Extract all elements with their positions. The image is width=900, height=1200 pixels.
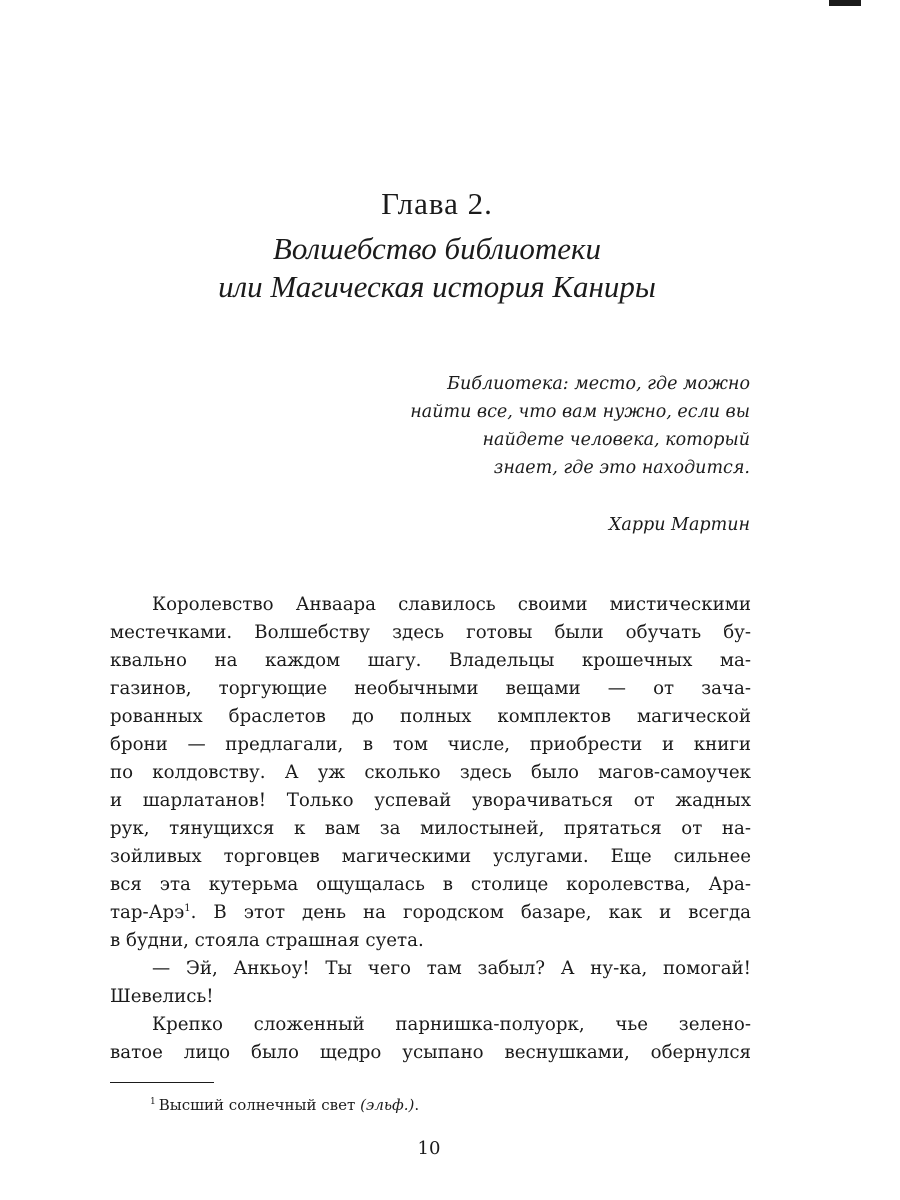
- footnote: [150, 1094, 419, 1116]
- body-line-with-footnote: [110, 899, 751, 927]
- body-line: зойливых торговцев магическими услугами. Еще сильнее: [110, 846, 751, 867]
- body-line: Королевство Анваара славилось своими мистическими: [152, 594, 751, 615]
- epigraph-line: найдете человека, который: [482, 430, 750, 450]
- body-line: квально на каждом шагу. Владельцы крошечных ма-: [110, 650, 751, 671]
- footnote-text: Высший солнечный свет: [158, 1096, 361, 1114]
- epigraph-line: Библиотека: место, где можно: [447, 374, 750, 394]
- body-line: — Эй, Анкьоу! Ты чего там забыл? А ну-ка, помогай!: [152, 958, 751, 979]
- body-line-part: . В этот день на городском базаре, как и всегда: [190, 902, 751, 923]
- body-line: рук, тянущихся к вам за милостыней, прятаться от на-: [110, 818, 751, 839]
- body-line: местечками. Волшебству здесь готовы были обучать бу-: [110, 622, 751, 643]
- body-line: и шарлатанов! Только успевай уворачиваться от жадных: [110, 790, 751, 811]
- epigraph-line: найти все, что вам нужно, если вы: [410, 402, 750, 422]
- body-text: [110, 591, 751, 1067]
- footnote-rule: [110, 1082, 214, 1083]
- body-line-part: тар-Арэ: [110, 902, 185, 923]
- chapter-subtitle-line: или Магическая история Каниры: [218, 269, 656, 304]
- footnote-reference[interactable]: 1: [184, 902, 191, 914]
- body-line: брони — предлагали, в том числе, приобрести и книги: [110, 734, 751, 755]
- body-line: рованных браслетов до полных комплектов магической: [110, 706, 751, 727]
- body-line: Шевелись!: [110, 986, 214, 1007]
- epigraph-author: Харри Мартин: [608, 515, 750, 535]
- footnote-source: (эльф.): [360, 1096, 415, 1114]
- body-line: вся эта кутерьма ощущалась в столице королевства, Ара-: [110, 874, 751, 895]
- body-line: ватое лицо было щедро усыпано веснушками, обернулся: [110, 1042, 751, 1063]
- body-line: по колдовству. А уж сколько здесь было магов-самоучек: [110, 762, 751, 783]
- chapter-subtitle: [0, 230, 874, 306]
- body-line: в будни, стояла страшная суета.: [110, 930, 424, 951]
- corner-mark: [829, 0, 861, 6]
- footnote-number: 1: [150, 1097, 156, 1107]
- chapter-title: Глава 2.: [381, 186, 493, 221]
- epigraph: [330, 370, 750, 482]
- footnote-end: .: [414, 1096, 420, 1114]
- chapter-subtitle-line: Волшебство библиотеки: [272, 231, 602, 266]
- page-number: 10: [417, 1138, 441, 1159]
- epigraph-line: знает, где это находится.: [493, 458, 750, 478]
- body-line: газинов, торгующие необычными вещами — от зача-: [110, 678, 751, 699]
- body-line: Крепко сложенный парнишка-полуорк, чье зелено-: [152, 1014, 751, 1035]
